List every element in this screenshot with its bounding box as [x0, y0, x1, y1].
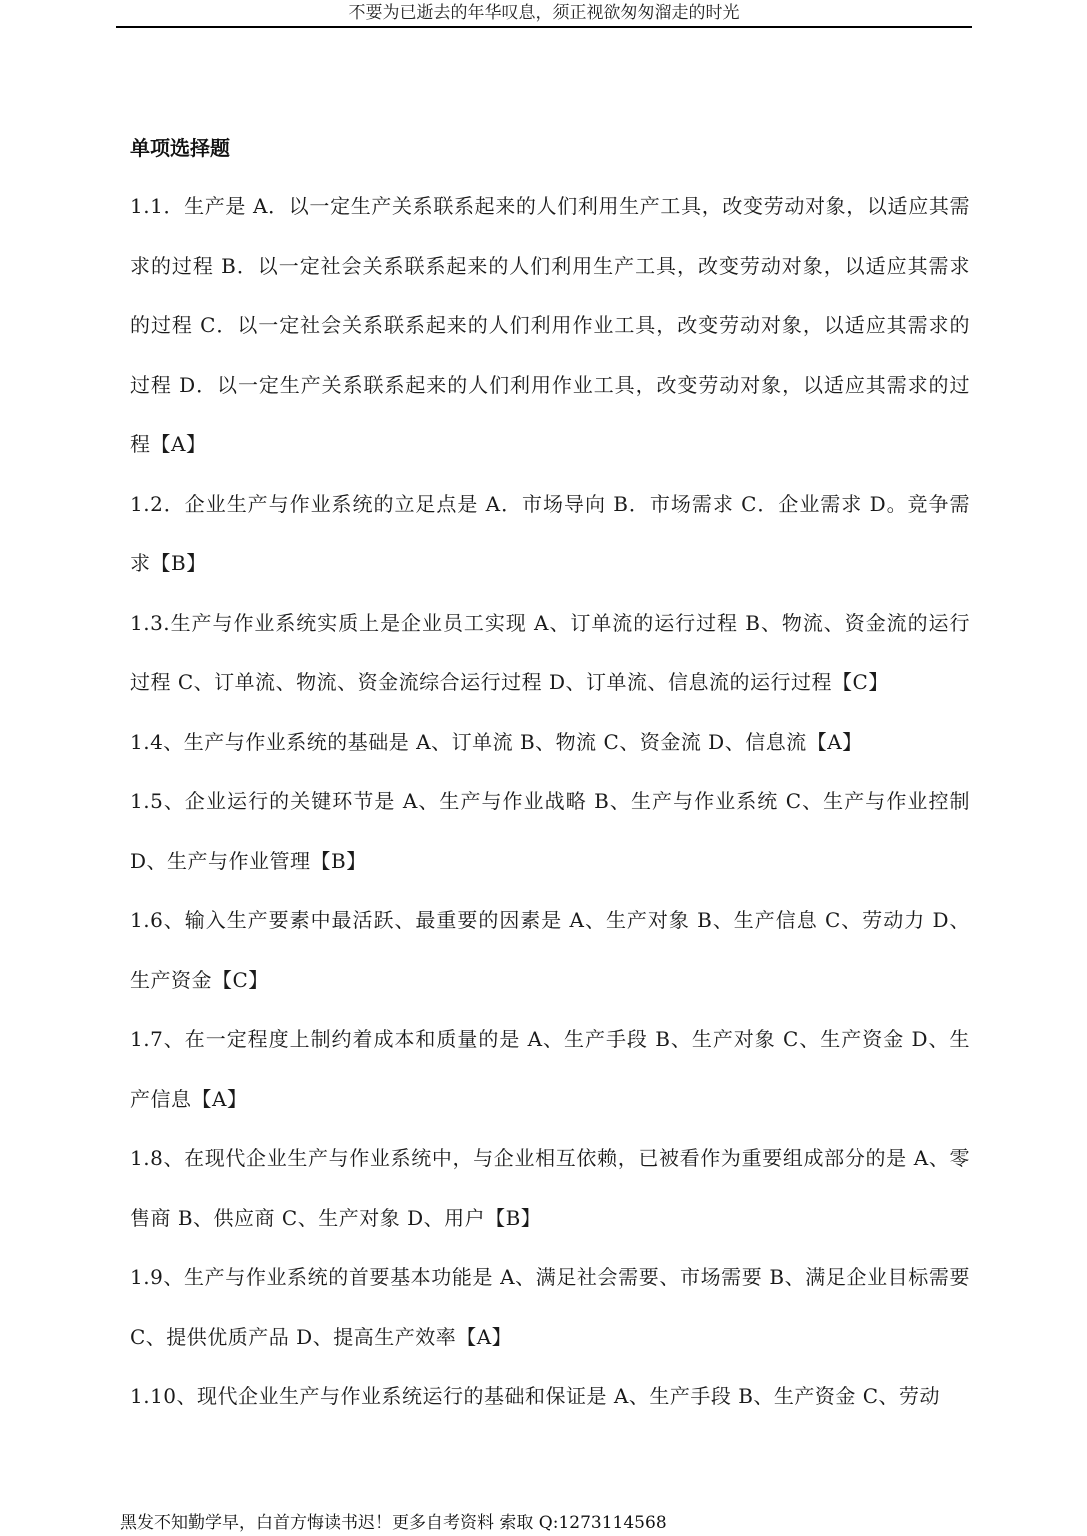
header-text: 不要为已逝去的年华叹息，须正视欲匆匆溜走的时光: [348, 3, 740, 23]
question-1-3: 1.3.生产与作业系统实质上是企业员工实现 A、订单流的运行过程 B、物流、资金流的运行过程 C、订单流、物流、资金流综合运行过程 D、订单流、信息流的运行过程【C】: [130, 610, 970, 694]
page-header: [116, 0, 972, 28]
footer-text: 黑发不知勤学早，白首方悔读书迟！更多自考资料 索取 Q:1273114568: [120, 1513, 667, 1533]
question-1-2: 1.2．企业生产与作业系统的立足点是 A．市场导向 B．市场需求 C．企业需求 D。竞争需求【B】: [130, 491, 970, 575]
question-list: [130, 177, 970, 1427]
question-1-6: 1.6、输入生产要素中最活跃、最重要的因素是 A、生产对象 B、生产信息 C、劳动力 D、生产资金【C】: [130, 908, 970, 992]
question-1-7: 1.7、在一定程度上制约着成本和质量的是 A、生产手段 B、生产对象 C、生产资金 D、生产信息【A】: [130, 1027, 970, 1111]
question-1-1: 1.1．生产是 A．以一定生产关系联系起来的人们利用生产工具，改变劳动对象，以适应其需求的过程 B．以一定社会关系联系起来的人们利用生产工具，改变劳动对象，以适应其需求的过程 C．以一定社会关系联系起来的人们利用作业工具，改变劳动对象，以适应其需求的过程 D．以一定生产关系联系起来的人们利用作业工具，改变劳动对象，以适应其需求的过程【A】: [130, 194, 970, 456]
question-1-8: 1.8、在现代企业生产与作业系统中，与企业相互依赖，已被看作为重要组成部分的是 A、零售商 B、供应商 C、生产对象 D、用户【B】: [130, 1146, 970, 1230]
question-1-4: 1.4、生产与作业系统的基础是 A、订单流 B、物流 C、资金流 D、信息流【A】: [130, 729, 863, 754]
question-1-10: 1.10、现代企业生产与作业系统运行的基础和保证是 A、生产手段 B、生产资金 C、劳动: [130, 1384, 941, 1408]
question-1-9: 1.9、生产与作业系统的首要基本功能是 A、满足社会需要、市场需要 B、满足企业目标需要 C、提供优质产品 D、提高生产效率【A】: [130, 1265, 970, 1349]
question-1-5: 1.5、企业运行的关键环节是 A、生产与作业战略 B、生产与作业系统 C、生产与作业控制 D、生产与作业管理【B】: [130, 789, 970, 873]
page-footer: [120, 1510, 667, 1536]
section-title: 单项选择题: [130, 136, 230, 160]
